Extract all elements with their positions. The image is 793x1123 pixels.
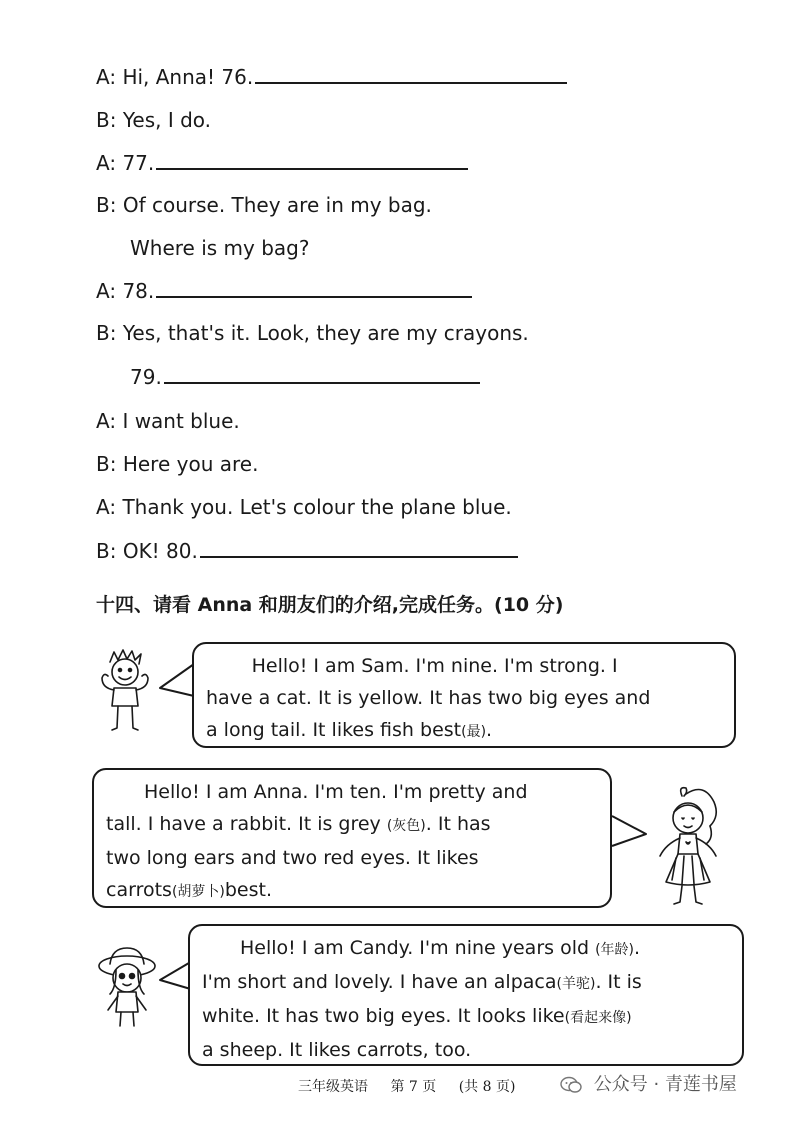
sam-line-3-cn: (最) — [461, 724, 487, 740]
candy-intro-bubble — [188, 924, 744, 1066]
anna-line-4-cn: (胡萝卜) — [171, 884, 225, 900]
dialogue-line — [96, 192, 432, 218]
candy-line-4: a sheep. It likes carrots, too. — [202, 1039, 472, 1061]
anna-line-1: Hello! I am Anna. I'm ten. I'm pretty and — [144, 781, 528, 803]
candy-line-3 — [202, 1000, 730, 1034]
speaker-label: A: — [96, 409, 117, 433]
anna-line-2-end: . It has — [425, 813, 491, 835]
section-title: 十四、请看 Anna 和朋友们的介绍,完成任务。(10 分) — [96, 594, 564, 616]
candy-line-1-text: Hello! I am Candy. I'm nine years old — [240, 937, 590, 959]
footer-grade: 三年级英语 — [298, 1079, 368, 1095]
dialogue-text: 77. — [122, 151, 155, 175]
anna-line-4-end: best. — [224, 879, 273, 901]
candy-line-3-text: white. It has two big eyes. It looks like — [202, 1005, 565, 1027]
dialogue-line — [96, 320, 529, 346]
wechat-icon — [560, 1076, 582, 1094]
sam-line-1: Hello! I am Sam. I'm nine. I'm strong. I — [251, 655, 618, 677]
dialogue-text: OK! 80. — [122, 539, 198, 563]
speaker-label: B: — [96, 539, 117, 563]
speaker-label: B: — [96, 193, 117, 217]
dialogue-text: Where is my bag? — [130, 236, 310, 260]
sam-line-3 — [206, 714, 722, 748]
anna-line-3: two long ears and two red eyes. It likes — [106, 847, 479, 869]
candy-line-1 — [202, 932, 730, 966]
anna-line-4 — [106, 874, 598, 908]
dialogue-line — [130, 235, 309, 261]
speaker-label: A: — [96, 65, 117, 89]
answer-blank-80[interactable] — [200, 538, 518, 558]
answer-blank-76[interactable] — [255, 64, 567, 84]
dialogue-line-76 — [96, 64, 567, 90]
answer-blank-79[interactable] — [164, 364, 480, 384]
candy-line-1-end: . — [634, 937, 641, 959]
dialogue-text: Hi, Anna! 76. — [122, 65, 254, 89]
dialogue-text: 79. — [130, 365, 162, 389]
sam-line-3-text: a long tail. It likes fish best — [206, 719, 462, 741]
sam-line-2: have a cat. It is yellow. It has two big eyes and — [206, 687, 651, 709]
dialogue-text: 78. — [122, 279, 155, 303]
speaker-label: B: — [96, 452, 117, 476]
dialogue-text: Of course. They are in my bag. — [122, 193, 432, 217]
dialogue-line-78 — [96, 278, 472, 304]
dialogue-text: Yes, that's it. Look, they are my crayons. — [122, 321, 529, 345]
dialogue-line — [96, 451, 258, 477]
sam-boy-illustration-icon — [96, 648, 156, 736]
watermark-text: 公众号 · 青莲书屋 — [593, 1074, 737, 1095]
speaker-label: A: — [96, 279, 117, 303]
page-footer — [298, 1076, 533, 1096]
answer-blank-78[interactable] — [156, 278, 472, 298]
candy-girl-illustration-icon — [96, 942, 158, 1032]
candy-line-2 — [202, 966, 730, 1000]
anna-intro-bubble — [92, 768, 612, 908]
anna-line-2-cn: (灰色) — [386, 818, 426, 834]
anna-line-4-text: carrots — [106, 879, 172, 901]
candy-line-2-end: . It is — [595, 971, 642, 993]
candy-line-1-cn: (年龄) — [595, 942, 635, 958]
candy-line-2-text: I'm short and lovely. I have an alpaca — [202, 971, 557, 993]
speaker-label: B: — [96, 108, 117, 132]
dialogue-line — [96, 494, 512, 520]
dialogue-line-79 — [130, 364, 480, 390]
footer-page-number: 第 7 页 — [390, 1079, 437, 1095]
footer-total-pages: (共 8 页) — [458, 1079, 516, 1095]
anna-girl-illustration-icon — [648, 782, 728, 908]
speaker-label: A: — [96, 495, 117, 519]
speaker-label: A: — [96, 151, 117, 175]
speaker-label: B: — [96, 321, 117, 345]
watermark — [560, 1070, 737, 1096]
sam-intro-bubble — [192, 642, 736, 748]
anna-line-2 — [106, 808, 598, 842]
dialogue-text: Yes, I do. — [122, 108, 212, 132]
answer-blank-77[interactable] — [156, 150, 468, 170]
dialogue-text: I want blue. — [122, 409, 240, 433]
sam-bubble-tail — [156, 660, 196, 700]
candy-line-3-cn: (看起来像) — [564, 1010, 632, 1026]
anna-bubble-tail — [610, 812, 650, 852]
dialogue-text: Thank you. Let's colour the plane blue. — [122, 495, 512, 519]
dialogue-text: Here you are. — [122, 452, 259, 476]
candy-line-2-cn: (羊驼) — [556, 976, 596, 992]
anna-line-2-text: tall. I have a rabbit. It is grey — [106, 813, 381, 835]
sam-line-3-end: . — [486, 719, 493, 741]
dialogue-line-80 — [96, 538, 518, 564]
dialogue-line-77 — [96, 150, 468, 176]
dialogue-line — [96, 107, 211, 133]
dialogue-line — [96, 408, 240, 434]
